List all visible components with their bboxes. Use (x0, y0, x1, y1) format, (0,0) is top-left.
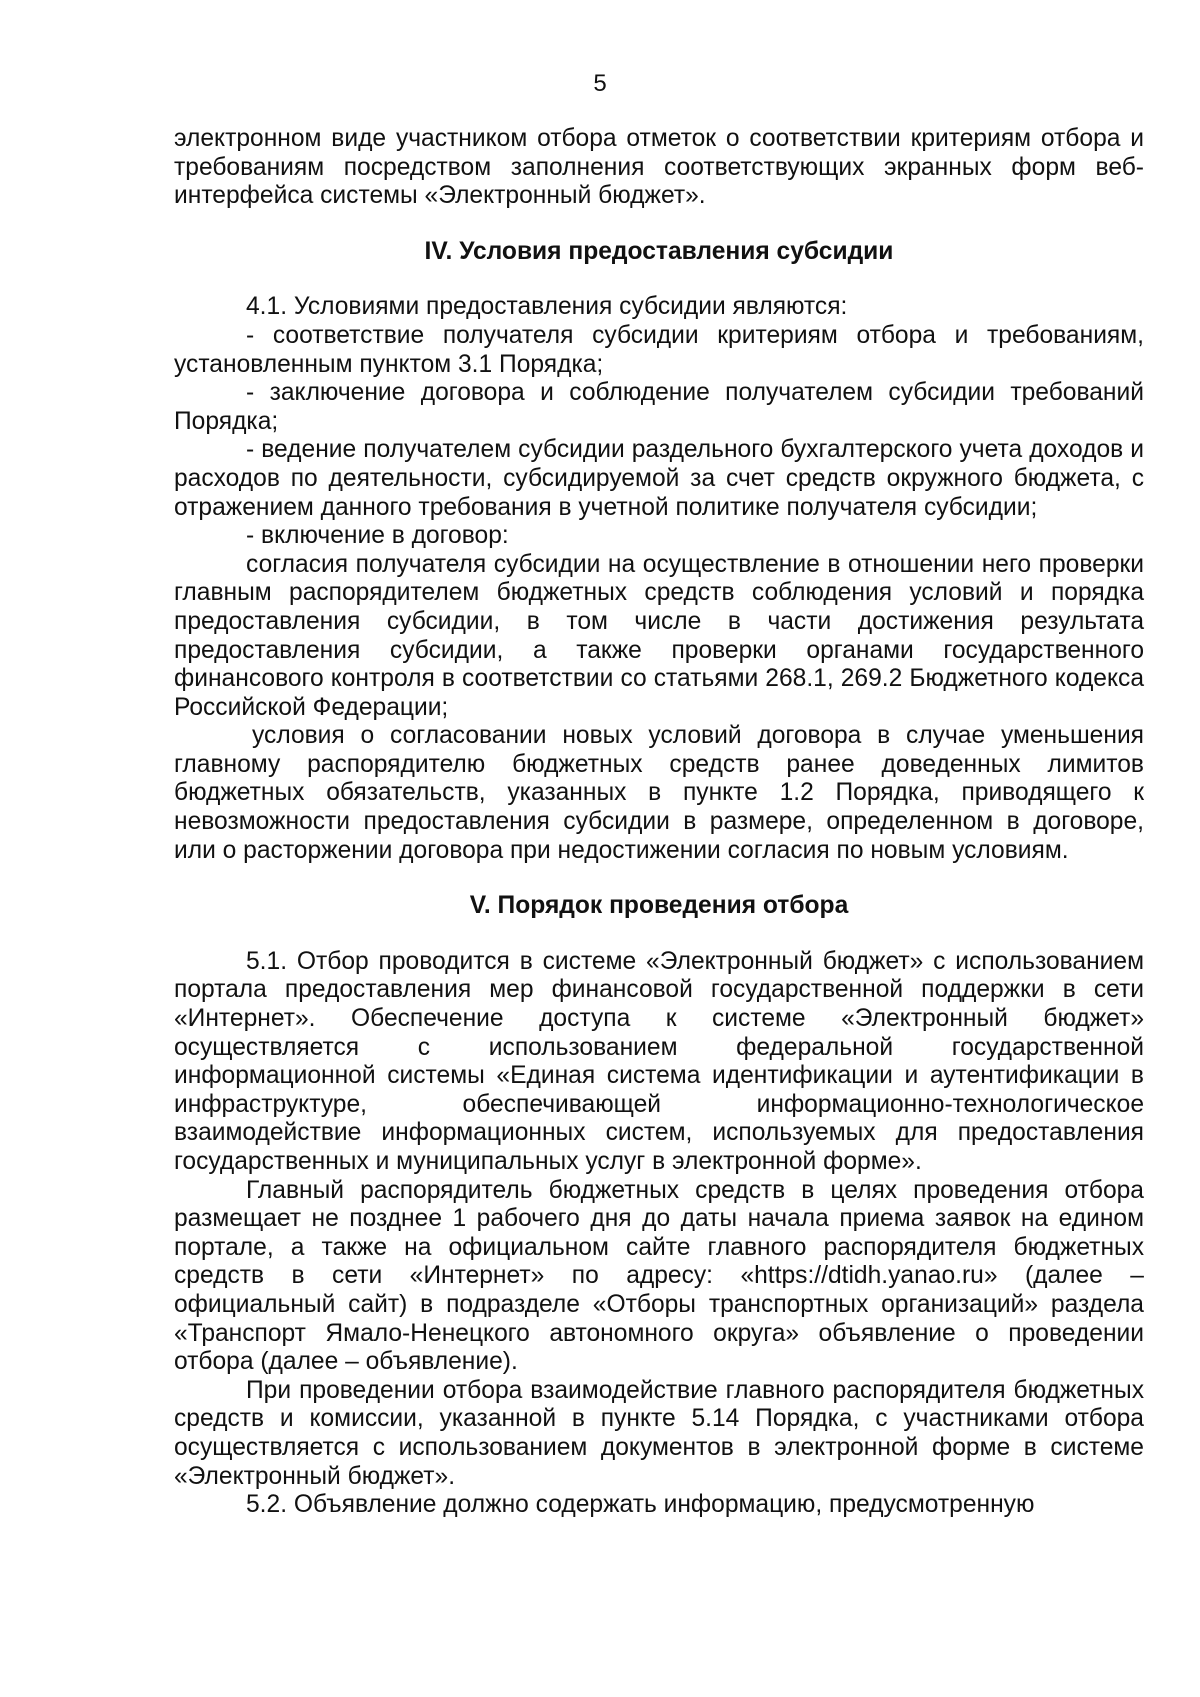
paragraph-4-1: 4.1. Условиями предоставления субсидии являются: (246, 293, 848, 321)
paragraph-5-1: 5.1. Отбор проводится в системе «Электронный бюджет» с использованием портала предоставления мер финансовой государственной поддержки в сети «Интернет». Обеспечение доступа к системе «Электронный бюджет» осуществляется с использованием федеральной государственной информационной системы «Единая система идентификации и аутентификации в инфраструктуре, обеспечивающей информационно-технологическое взаимодействие информационных систем, используемых для предоставления государственных и муниципальных услуг в электронной форме». (174, 947, 1144, 1175)
page-number: 5 (593, 70, 607, 97)
paragraph-electronic-interaction: При проведении отбора взаимодействие главного распорядителя бюджетных средств и комиссии, указанной в пункте 5.14 Порядка, с участниками отбора осуществляется с использованием документов в электронной форме в системе «Электронный бюджет». (174, 1376, 1144, 1490)
intro-paragraph: электронном виде участником отбора отметок о соответствии критериям отбора и требованиям посредством заполнения соответствующих экранных форм веб-интерфейса системы «Электронный бюджет». (174, 125, 1144, 210)
paragraph-announcement-placement: Главный распорядитель бюджетных средств в целях проведения отбора размещает не позднее 1 рабочего дня до даты начала приема заявок на едином портале, а также на официальном сайте главного распорядителя бюджетных средств в сети «Интернет» по адресу: «https://dtidh.yanao.ru» (далее – официальный сайт) в подразделе «Отборы транспортных организаций» раздела «Транспорт Ямало-Ненецкого автономного округа» объявление о проведении отбора (далее – объявление). (174, 1176, 1144, 1376)
paragraph-condition-3: - ведение получателем субсидии раздельного бухгалтерского учета доходов и расходов по деятельности, субсидируемой за счет средств окружного бюджета, с отражением данного требования в учетной политике получателя субсидии; (174, 436, 1144, 521)
paragraph-5-2: 5.2. Объявление должно содержать информацию, предусмотренную (246, 1491, 1035, 1519)
paragraph-condition-4: - включение в договор: (246, 522, 509, 550)
section-5-title: V. Порядок проведения отбора (469, 892, 849, 920)
paragraph-consent: согласия получателя субсидии на осуществление в отношении него проверки главным распорядителем бюджетных средств соблюдения условий и порядка предоставления субсидии, в том числе в части достижения результата предоставления субсидии, а также проверки органами государственного финансового контроля в соответствии со статьями 268.1, 269.2 Бюджетного кодекса Российской Федерации; (174, 550, 1144, 721)
paragraph-condition-2: - заключение договора и соблюдение получателем субсидии требований Порядка; (174, 379, 1144, 435)
paragraph-contract-terms: условия о согласовании новых условий договора в случае уменьшения главному распорядителю бюджетных средств ранее доведенных лимитов бюджетных обязательств, указанных в пункте 1.2 Порядка, приводящего к невозможности предоставления субсидии в размере, определенном в договоре, или о расторжении договора при недостижении согласия по новым условиям. (174, 722, 1144, 864)
section-4-title: IV. Условия предоставления субсидии (424, 237, 894, 265)
paragraph-condition-1: - соответствие получателя субсидии критериям отбора и требованиям, установленным пунктом 3.1 Порядка; (174, 321, 1144, 378)
document-body (174, 125, 1144, 1520)
